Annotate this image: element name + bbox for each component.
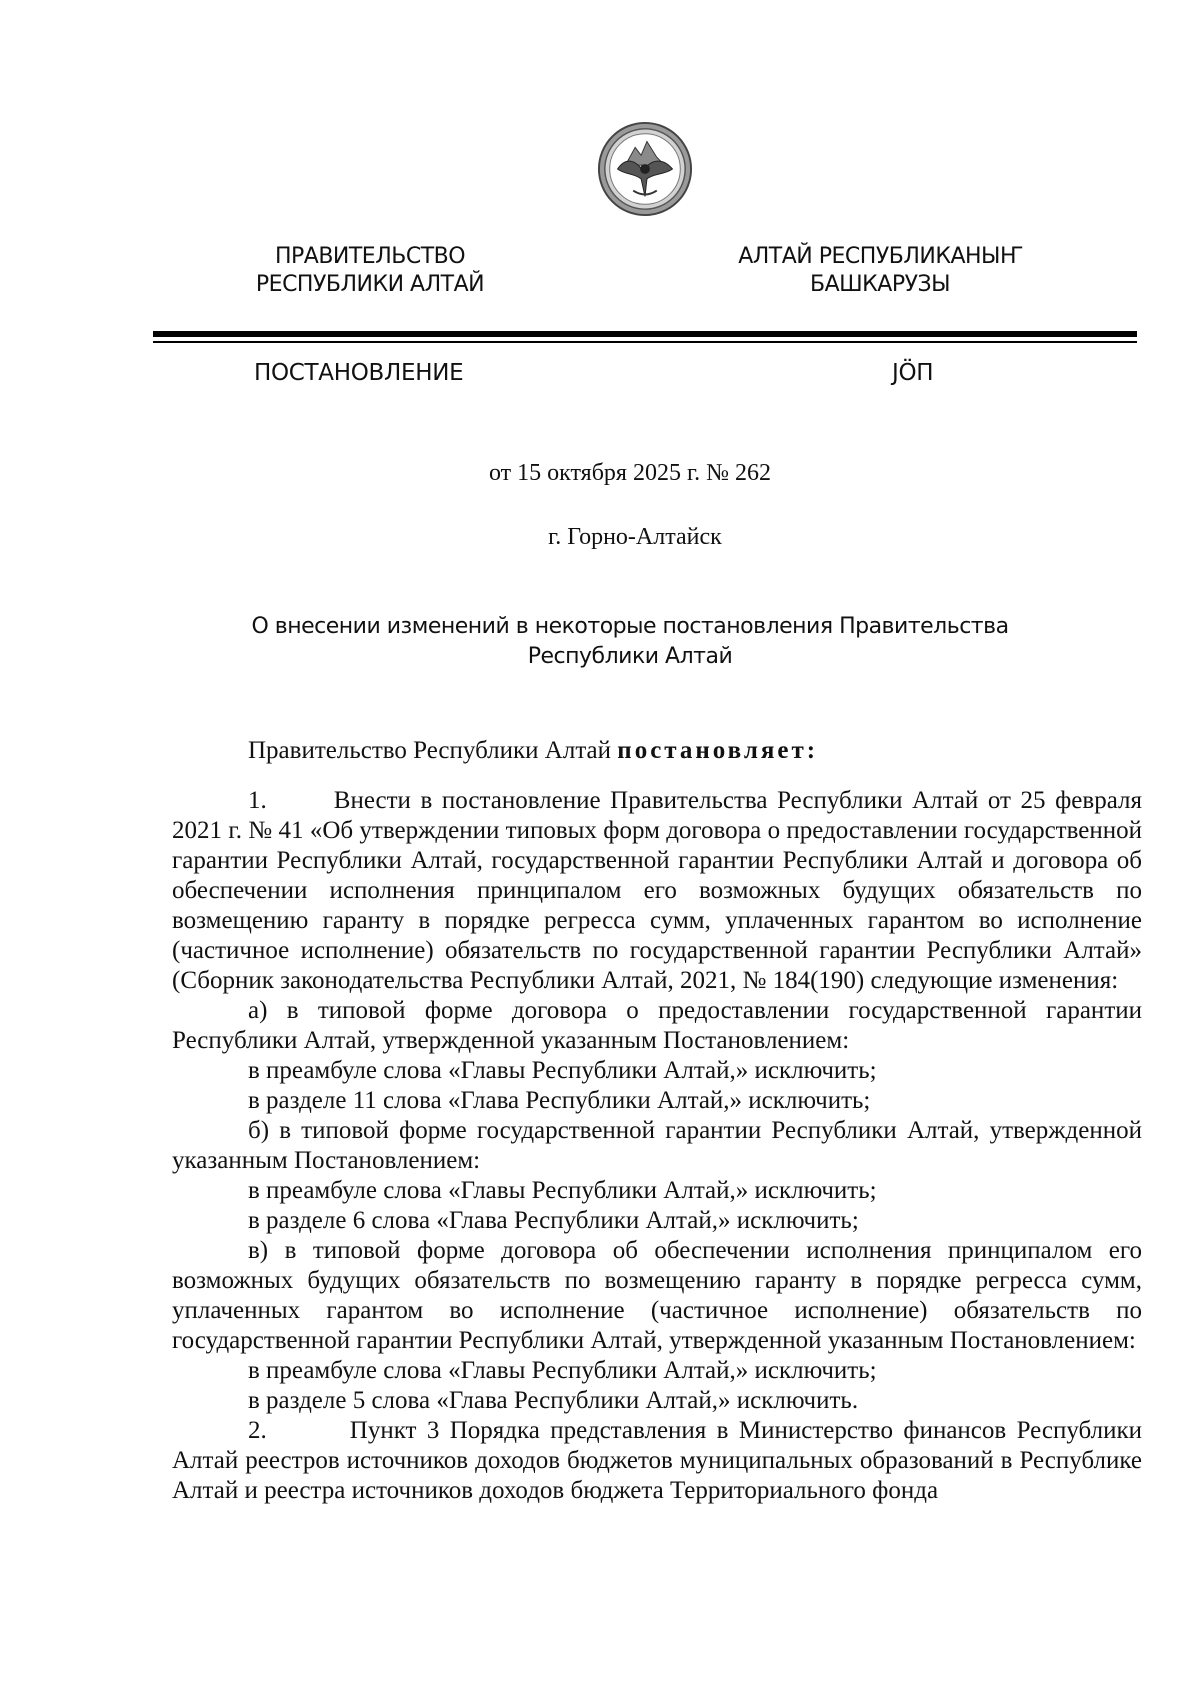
paragraph-change: в преамбуле слова «Главы Республики Алтай,» исключить; (248, 1057, 877, 1084)
document-body (172, 736, 1142, 1506)
republic-altai-emblem-icon (596, 120, 694, 218)
paragraph-change: в разделе 6 слова «Глава Республики Алтай,» исключить; (248, 1207, 859, 1234)
enacting-keyword: постановляет: (617, 737, 819, 764)
paragraph-subitem-v: в) в типовой форме договора об обеспечении исполнения принципалом его возможных будущих обязательств по возмещению гаранту в порядке регресса сумм, уплаченных гарантом во исполнение (частичное исполнение) обязательств по государственной гарантии Республики Алтай, утвержденной указанным Постановлением: (172, 1237, 1142, 1354)
issuer-line: ПРАВИТЕЛЬСТВО (274, 244, 466, 269)
document-date-number: от 15 октября 2025 г. № 262 (488, 460, 771, 486)
paragraph-change: в разделе 11 слова «Глава Республики Алтай,» исключить; (248, 1087, 871, 1114)
header-divider-thick (153, 331, 1137, 337)
issuer-line: АЛТАЙ РЕСПУБЛИКАНЫҤ (738, 244, 1022, 269)
enacting-text: Правительство Республики Алтай (248, 737, 618, 764)
paragraph-item-2: 2. Пункт 3 Порядка представления в Министерство финансов Республики Алтай реестров источников доходов бюджетов муниципальных образований в Республике Алтай и реестра источников доходов бюджета Территориального фонда (172, 1417, 1142, 1504)
paragraph-change: в преамбуле слова «Главы Республики Алтай,» исключить; (248, 1177, 877, 1204)
issuer-line: РЕСПУБЛИКИ АЛТАЙ (255, 272, 485, 297)
issuer-name-altai (720, 243, 1040, 299)
paragraph-subitem-a: а) в типовой форме договора о предоставлении государственной гарантии Республики Алтай, утвержденной указанным Постановлением: (172, 997, 1142, 1054)
paragraph-subitem-b: б) в типовой форме государственной гарантии Республики Алтай, утвержденной указанным Постановлением: (172, 1117, 1142, 1174)
issuer-name-russian (220, 243, 520, 299)
doc-type-altai: JÖП (892, 360, 934, 386)
title-line: Республики Алтай (527, 644, 733, 669)
enacting-clause (172, 736, 1142, 766)
paragraph-change: в преамбуле слова «Главы Республики Алтай,» исключить; (248, 1357, 877, 1384)
header-divider-thin (153, 341, 1137, 343)
issuer-line: БАШКАРУЗЫ (809, 272, 951, 297)
doc-type-russian: ПОСТАНОВЛЕНИЕ (254, 360, 464, 386)
document-title (250, 612, 1010, 672)
paragraph-item-1: 1. Внести в постановление Правительства Республики Алтай от 25 февраля 2021 г. № 41 «Об утверждении типовых форм договора о предоставлении государственной гарантии Республики Алтай, государственной гарантии Республики Алтай и договора об обеспечении исполнения принципалом его возможных будущих обязательств по возмещению гаранту в порядке регресса сумм, уплаченных гарантом во исполнение (частичное исполнение) обязательств по государственной гарантии Республики Алтай» (Сборник законодательства Республики Алтай, 2021, № 184(190) следующие изменения: (172, 787, 1142, 994)
title-line: О внесении изменений в некоторые постановления Правительства (251, 614, 1009, 639)
document-city: г. Горно-Алтайск (548, 524, 722, 550)
paragraph-change: в разделе 5 слова «Глава Республики Алтай,» исключить. (248, 1387, 859, 1414)
